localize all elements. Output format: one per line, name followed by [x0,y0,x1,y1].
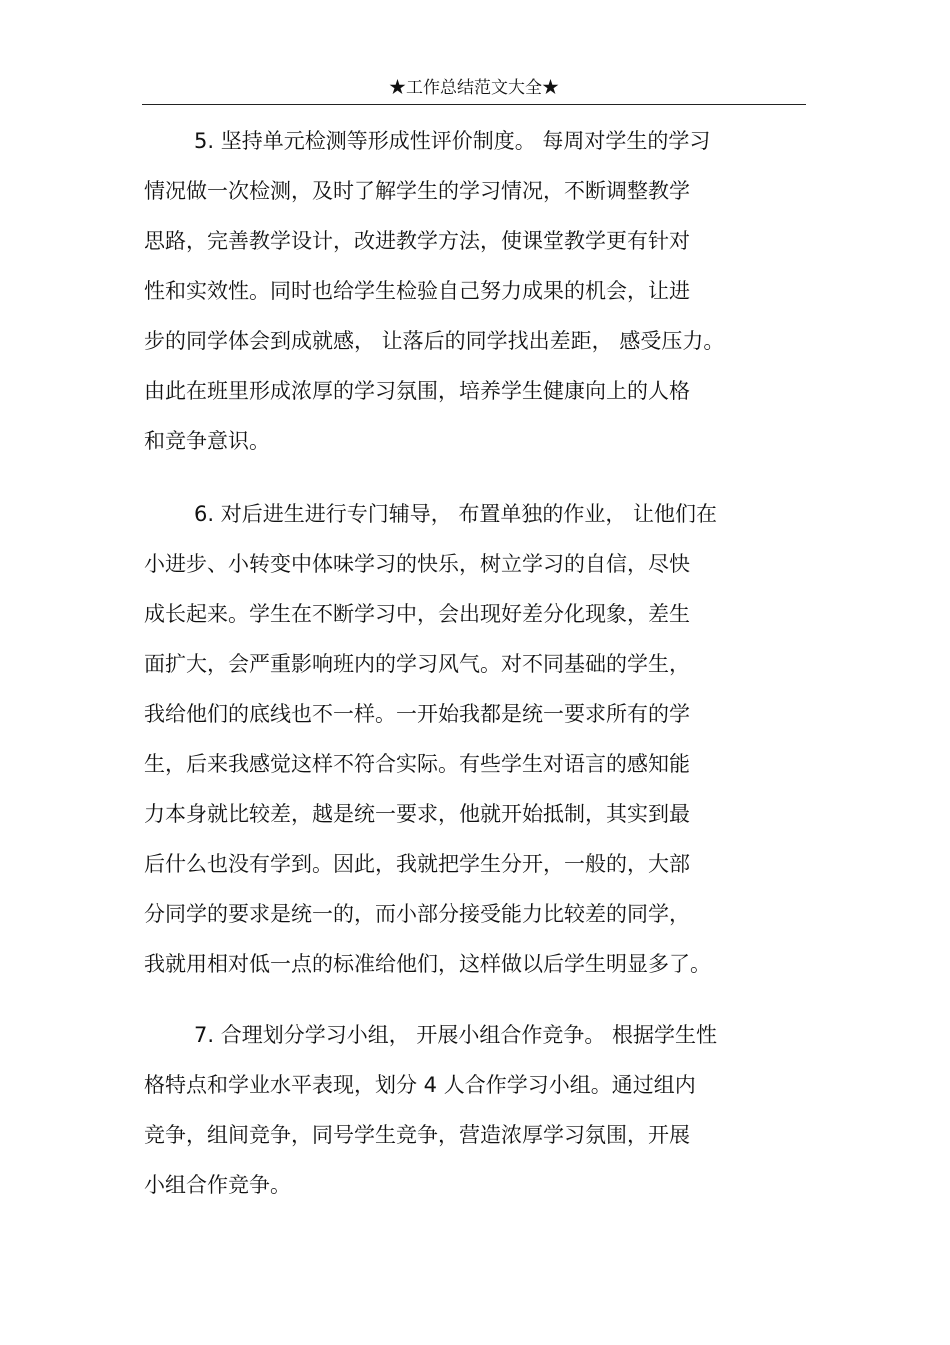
text-line: 情况做一次检测，及时了解学生的学习情况，不断调整教学 [144,179,690,203]
text-line: 步的同学体会到成就感， 让落后的同学找出差距， 感受压力。 [144,329,725,353]
text-line: 成长起来。学生在不断学习中，会出现好差分化现象，差生 [144,602,690,626]
text-line: 分同学的要求是统一的，而小部分接受能力比较差的同学， [144,902,690,926]
text-line: 我给他们的底线也不一样。一开始我都是统一要求所有的学 [144,702,690,726]
text-line: 思路，完善教学设计，改进教学方法，使课堂教学更有针对 [144,229,690,253]
paragraph-5 [144,116,824,466]
text-line: 7. 合理划分学习小组， 开展小组合作竞争。 根据学生性 [194,1023,718,1047]
text-line: 后什么也没有学到。因此，我就把学生分开，一般的，大部 [144,852,690,876]
text-line: 我就用相对低一点的标准给他们，这样做以后学生明显多了。 [144,952,711,976]
text-line: 小进步、小转变中体味学习的快乐，树立学习的自信，尽快 [144,552,690,576]
text-line: 性和实效性。同时也给学生检验自己努力成果的机会，让进 [144,279,690,303]
text-line: 6. 对后进生进行专门辅导， 布置单独的作业， 让他们在 [194,502,718,526]
text-line: 生，后来我感觉这样不符合实际。有些学生对语言的感知能 [144,752,690,776]
text-line: 竞争，组间竞争，同号学生竞争，营造浓厚学习氛围，开展 [144,1123,690,1147]
text-line: 面扩大，会严重影响班内的学习风气。对不同基础的学生， [144,652,690,676]
text-line: 和竞争意识。 [144,429,270,453]
paragraph-7 [144,1010,824,1210]
text-line: 力本身就比较差，越是统一要求，他就开始抵制，其实到最 [144,802,690,826]
text-line: 格特点和学业水平表现，划分 4 人合作学习小组。通过组内 [144,1073,696,1097]
text-line: 由此在班里形成浓厚的学习氛围，培养学生健康向上的人格 [144,379,690,403]
text-line: 5. 坚持单元检测等形成性评价制度。 每周对学生的学习 [194,129,711,153]
text-line: 小组合作竞争。 [144,1173,291,1197]
page-header: ★工作总结范文大全★ [142,76,806,105]
paragraph-6 [144,489,824,989]
